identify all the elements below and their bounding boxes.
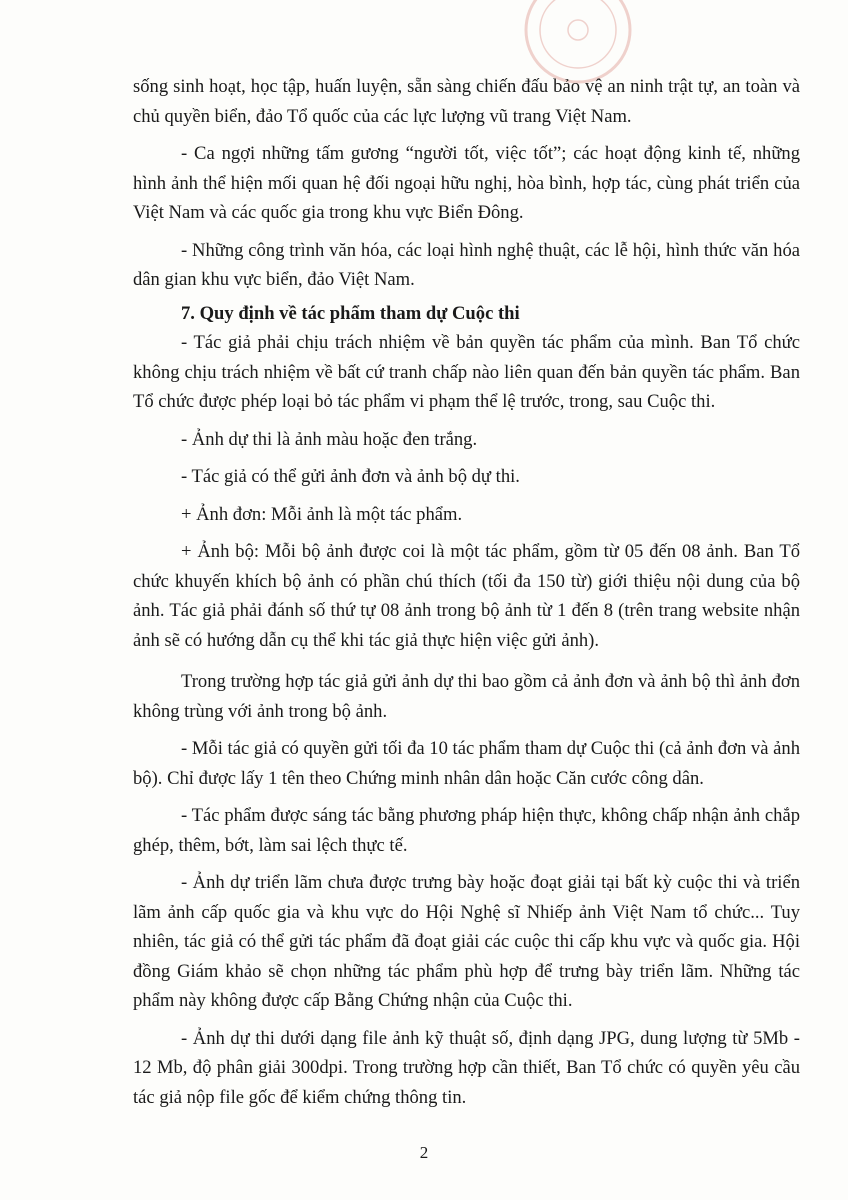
paragraph-single-and-set: - Tác giả có thể gửi ảnh đơn và ảnh bộ dự thi.: [181, 466, 520, 487]
paragraph-3: - Những công trình văn hóa, các loại hình nghệ thuật, các lễ hội, hình thức văn hóa dân gian khu vực biển, đảo Việt Nam.: [133, 239, 800, 290]
paragraph-2: - Ca ngợi những tấm gương “người tốt, việc tốt”; các hoạt động kinh tế, những hình ảnh thể hiện mối quan hệ đối ngoại hữu nghị, hòa bình, hợp tác, cùng phát triển của Việt Nam và các quốc gia trong khu vực Biển Đông.: [133, 143, 800, 223]
paragraph-exhibition: - Ảnh dự triển lãm chưa được trưng bày hoặc đoạt giải tại bất kỳ cuộc thi và triển lãm ảnh cấp quốc gia và khu vực do Hội Nghệ sĩ Nhiếp ảnh Việt Nam tổ chức... Tuy nhiên, tác giả có thể gửi tác phẩm đã đoạt giải các cuộc thi cấp khu vực và quốc gia. Hội đồng Giám khảo sẽ chọn những tác phẩm phù hợp để trưng bày triển lãm. Những tác phẩm này không được cấp Bằng Chứng nhận của Cuộc thi.: [133, 872, 800, 1011]
document-body: [133, 72, 800, 1112]
paragraph-color: - Ảnh dự thi là ảnh màu hoặc đen trắng.: [181, 428, 478, 450]
section-heading: 7. Quy định về tác phẩm tham dự Cuộc thi: [181, 302, 520, 324]
paragraph-copyright: - Tác giả phải chịu trách nhiệm về bản quyền tác phẩm của mình. Ban Tổ chức không chịu trách nhiệm về bất cứ tranh chấp nào liên quan đến bản quyền tác phẩm. Ban Tổ chức được phép loại bỏ tác phẩm vi phạm thể lệ trước, trong, sau Cuộc thi.: [133, 332, 800, 412]
page-number: 2: [419, 1143, 429, 1162]
paragraph-photo-set: + Ảnh bộ: Mỗi bộ ảnh được coi là một tác phẩm, gồm từ 05 đến 08 ảnh. Ban Tổ chức khuyến khích bộ ảnh có phần chú thích (tối đa 150 từ) giới thiệu nội dung của bộ ảnh. Tác giả phải đánh số thứ tự 08 ảnh trong bộ ảnh từ 1 đến 8 (trên trang website nhận ảnh sẽ có hướng dẫn cụ thể khi tác giả thực hiện việc gửi ảnh).: [133, 541, 800, 651]
paragraph-realism: - Tác phẩm được sáng tác bằng phương pháp hiện thực, không chấp nhận ảnh chắp ghép, thêm, bớt, làm sai lệch thực tế.: [133, 805, 800, 856]
paragraph-no-duplicate: Trong trường hợp tác giả gửi ảnh dự thi bao gồm cả ảnh đơn và ảnh bộ thì ảnh đơn không trùng với ảnh trong bộ ảnh.: [133, 671, 800, 722]
paragraph-single-photo: + Ảnh đơn: Mỗi ảnh là một tác phẩm.: [181, 503, 463, 525]
paragraph-1: sống sinh hoạt, học tập, huấn luyện, sẵn sàng chiến đấu bảo vệ an ninh trật tự, an toàn và chủ quyền biển, đảo Tổ quốc của các lực lượng vũ trang Việt Nam.: [133, 76, 800, 127]
paragraph-max-entries: - Mỗi tác giả có quyền gửi tối đa 10 tác phẩm tham dự Cuộc thi (cả ảnh đơn và ảnh bộ). Chỉ được lấy 1 tên theo Chứng minh nhân dân hoặc Căn cước công dân.: [133, 738, 800, 789]
paragraph-file-format: - Ảnh dự thi dưới dạng file ảnh kỹ thuật số, định dạng JPG, dung lượng từ 5Mb - 12 Mb, độ phân giải 300dpi. Trong trường hợp cần thiết, Ban Tổ chức có quyền yêu cầu tác giả nộp file gốc để kiểm chứng thông tin.: [133, 1027, 800, 1108]
